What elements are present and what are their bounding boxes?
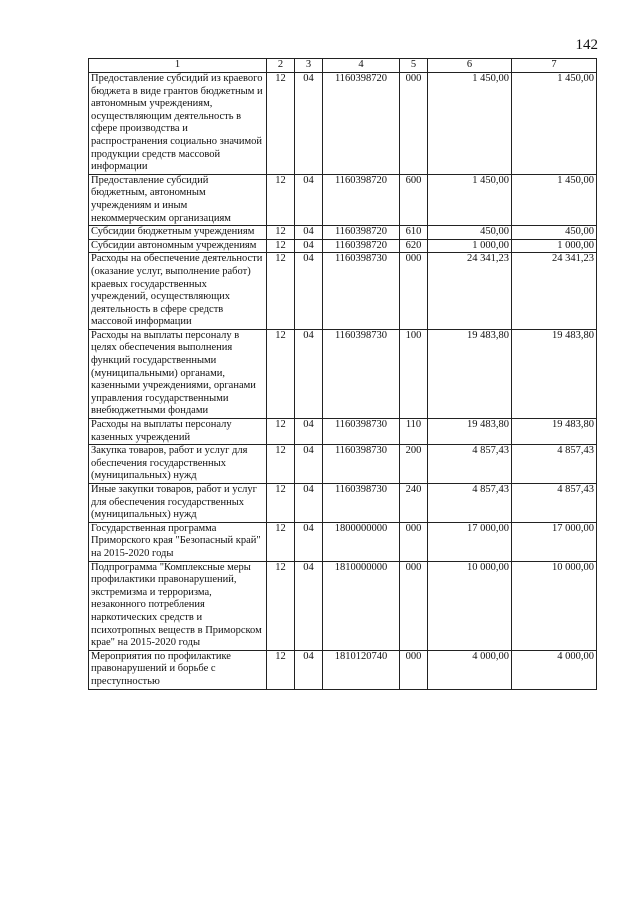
row-section: 12 [267,522,295,561]
row-sum-2: 1 450,00 [512,174,597,225]
row-sum-1: 10 000,00 [428,561,512,650]
row-name: Государственная программа Приморского края "Безопасный край" на 2015-2020 годы [89,522,267,561]
row-subsection: 04 [295,73,323,175]
row-sum-1: 19 483,80 [428,419,512,445]
row-sum-1: 17 000,00 [428,522,512,561]
row-target-code: 1160398730 [323,253,400,330]
table-row [89,239,597,253]
table-row [89,650,597,689]
header-cell: 1 [89,59,267,73]
table-row [89,329,597,418]
row-target-code: 1810000000 [323,561,400,650]
row-sum-1: 4 857,43 [428,445,512,484]
row-subsection: 04 [295,174,323,225]
row-sum-1: 1 450,00 [428,174,512,225]
row-name: Закупка товаров, работ и услуг для обеспечения государственных (муниципальных) нужд [89,445,267,484]
row-subsection: 04 [295,561,323,650]
row-sum-1: 450,00 [428,226,512,240]
table-row [89,445,597,484]
budget-table [88,58,597,690]
table-row [89,419,597,445]
row-sum-1: 4 857,43 [428,484,512,523]
row-sum-2: 10 000,00 [512,561,597,650]
row-target-code: 1160398720 [323,226,400,240]
row-target-code: 1810120740 [323,650,400,689]
header-cell: 4 [323,59,400,73]
table-row [89,174,597,225]
row-section: 12 [267,174,295,225]
row-sum-1: 1 000,00 [428,239,512,253]
row-name: Субсидии автономным учреждениям [89,239,267,253]
row-expense-type: 000 [400,522,428,561]
row-sum-2: 1 000,00 [512,239,597,253]
table-row [89,484,597,523]
row-subsection: 04 [295,445,323,484]
row-expense-type: 000 [400,73,428,175]
row-sum-1: 1 450,00 [428,73,512,175]
row-sum-2: 4 857,43 [512,445,597,484]
row-target-code: 1160398720 [323,73,400,175]
row-section: 12 [267,239,295,253]
row-expense-type: 620 [400,239,428,253]
table-row [89,226,597,240]
row-name: Предоставление субсидий из краевого бюджета в виде грантов бюджетным и автономным учреждениям, осуществляющим деятельность в сфере производства и распространения социально значимой продукции средств массовой информации [89,73,267,175]
row-expense-type: 110 [400,419,428,445]
row-expense-type: 000 [400,561,428,650]
header-cell: 3 [295,59,323,73]
page-number: 142 [575,37,598,53]
row-sum-2: 1 450,00 [512,73,597,175]
row-subsection: 04 [295,239,323,253]
row-subsection: 04 [295,419,323,445]
row-target-code: 1160398730 [323,329,400,418]
table-row [89,522,597,561]
row-section: 12 [267,445,295,484]
row-section: 12 [267,73,295,175]
row-target-code: 1800000000 [323,522,400,561]
row-section: 12 [267,253,295,330]
row-expense-type: 100 [400,329,428,418]
row-expense-type: 610 [400,226,428,240]
row-expense-type: 240 [400,484,428,523]
row-section: 12 [267,484,295,523]
row-section: 12 [267,561,295,650]
row-section: 12 [267,329,295,418]
row-section: 12 [267,226,295,240]
row-sum-2: 4 000,00 [512,650,597,689]
row-expense-type: 000 [400,650,428,689]
row-sum-2: 24 341,23 [512,253,597,330]
row-target-code: 1160398730 [323,419,400,445]
row-name: Подпрограмма "Комплексные меры профилактики правонарушений, экстремизма и терроризма, незаконного потребления наркотических средств и психотропных веществ в Приморском крае" на 2015-2020 годы [89,561,267,650]
row-sum-2: 17 000,00 [512,522,597,561]
row-name: Расходы на выплаты персоналу в целях обеспечения выполнения функций государственными (муниципальными) органами, казенными учреждениями, органами управления государственными внебюджетными фондами [89,329,267,418]
row-name: Мероприятия по профилактике правонарушений и борьбе с преступностью [89,650,267,689]
row-sum-2: 450,00 [512,226,597,240]
header-row [89,59,597,73]
row-expense-type: 600 [400,174,428,225]
row-subsection: 04 [295,484,323,523]
row-expense-type: 000 [400,253,428,330]
row-expense-type: 200 [400,445,428,484]
row-sum-2: 19 483,80 [512,329,597,418]
row-section: 12 [267,419,295,445]
row-subsection: 04 [295,522,323,561]
row-sum-2: 4 857,43 [512,484,597,523]
row-name: Субсидии бюджетным учреждениям [89,226,267,240]
header-cell: 6 [428,59,512,73]
row-section: 12 [267,650,295,689]
table-row [89,253,597,330]
row-name: Предоставление субсидий бюджетным, автономным учреждениям и иным некоммерческим организациям [89,174,267,225]
row-target-code: 1160398730 [323,445,400,484]
header-cell: 2 [267,59,295,73]
row-subsection: 04 [295,329,323,418]
row-target-code: 1160398730 [323,484,400,523]
row-sum-2: 19 483,80 [512,419,597,445]
row-target-code: 1160398720 [323,174,400,225]
row-target-code: 1160398720 [323,239,400,253]
table-row [89,73,597,175]
row-name: Расходы на выплаты персоналу казенных учреждений [89,419,267,445]
table-row [89,561,597,650]
row-subsection: 04 [295,226,323,240]
row-name: Иные закупки товаров, работ и услуг для обеспечения государственных (муниципальных) нужд [89,484,267,523]
row-name: Расходы на обеспечение деятельности (оказание услуг, выполнение работ) краевых государственных учреждений, осуществляющих деятельность в сфере средств массовой информации [89,253,267,330]
row-sum-1: 19 483,80 [428,329,512,418]
row-subsection: 04 [295,253,323,330]
row-sum-1: 4 000,00 [428,650,512,689]
header-cell: 5 [400,59,428,73]
row-sum-1: 24 341,23 [428,253,512,330]
header-cell: 7 [512,59,597,73]
row-subsection: 04 [295,650,323,689]
